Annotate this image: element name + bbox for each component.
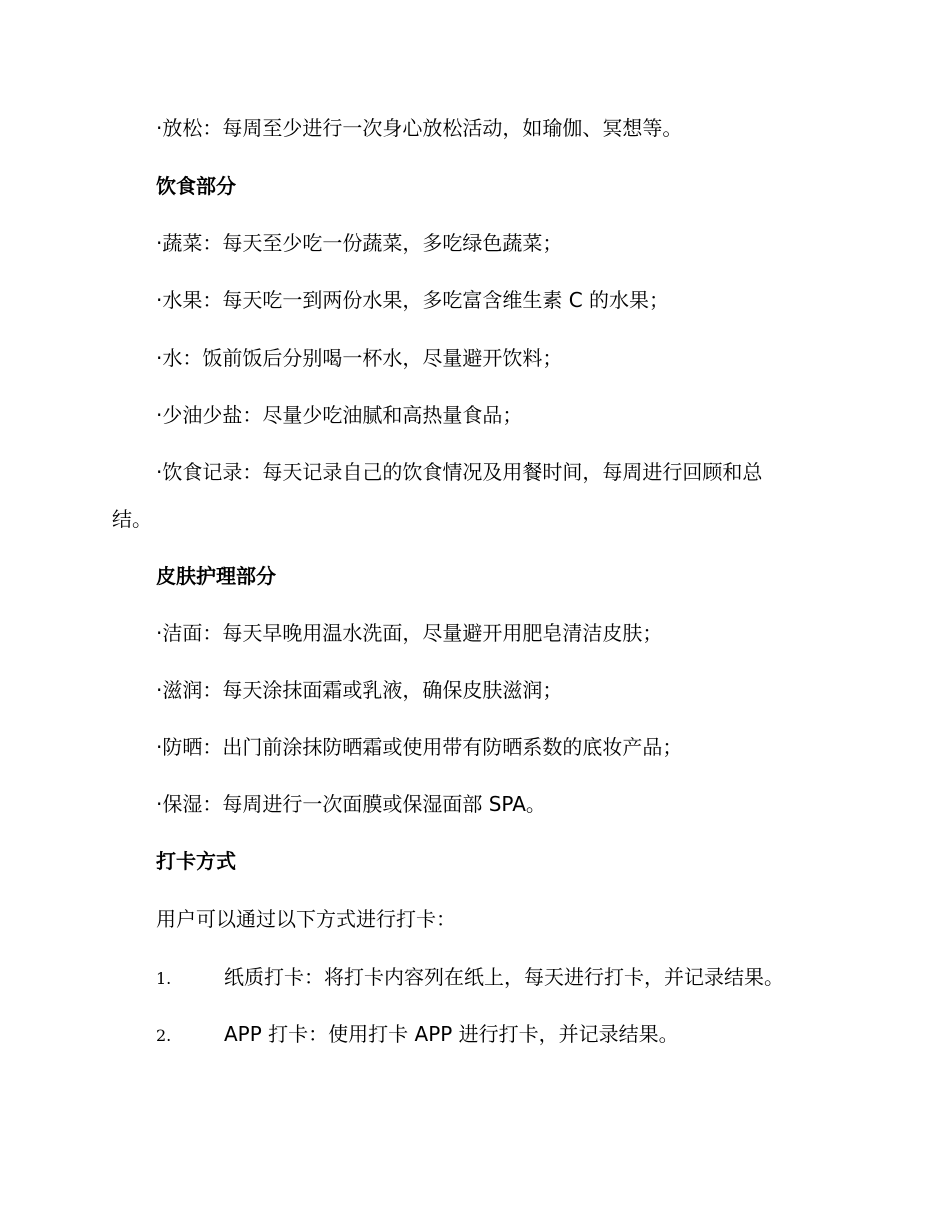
moisturize-item: ·滋润：每天涂抹面霜或乳液，确保皮肤滋润； — [156, 678, 563, 702]
list-number: 2. — [156, 1026, 172, 1045]
diet-record-item-line-1: ·饮食记录：每天记录自己的饮食情况及用餐时间，每周进行回顾和总 — [156, 460, 763, 484]
water-item: ·水：饭前饭后分别喝一杯水，尽量避开饮料； — [156, 346, 563, 370]
sunscreen-item: ·防晒：出门前涂抹防晒霜或使用带有防晒系数的底妆产品； — [156, 735, 683, 759]
diet-section-heading: 饮食部分 — [156, 174, 236, 198]
checkin-section-heading: 打卡方式 — [156, 849, 236, 873]
list-item-text: APP 打卡：使用打卡 APP 进行打卡，并记录结果。 — [224, 1022, 679, 1046]
less-oil-salt-item: ·少油少盐：尽量少吃油腻和高热量食品； — [156, 403, 523, 427]
skin-care-section-heading: 皮肤护理部分 — [156, 564, 276, 588]
hydrate-item: ·保湿：每周进行一次面膜或保湿面部 SPA。 — [156, 792, 546, 816]
cleanse-item: ·洁面：每天早晚用温水洗面，尽量避开用肥皂清洁皮肤； — [156, 621, 663, 645]
checkin-intro: 用户可以通过以下方式进行打卡： — [156, 907, 456, 931]
fruit-item: ·水果：每天吃一到两份水果，多吃富含维生素 C 的水果； — [156, 288, 670, 312]
diet-record-item-line-2: 结。 — [112, 507, 152, 531]
list-number: 1. — [156, 969, 172, 988]
list-item-text: 纸质打卡：将打卡内容列在纸上，每天进行打卡，并记录结果。 — [224, 965, 784, 989]
relax-item: ·放松：每周至少进行一次身心放松活动，如瑜伽、冥想等。 — [156, 116, 683, 140]
vegetables-item: ·蔬菜：每天至少吃一份蔬菜，多吃绿色蔬菜； — [156, 231, 563, 255]
